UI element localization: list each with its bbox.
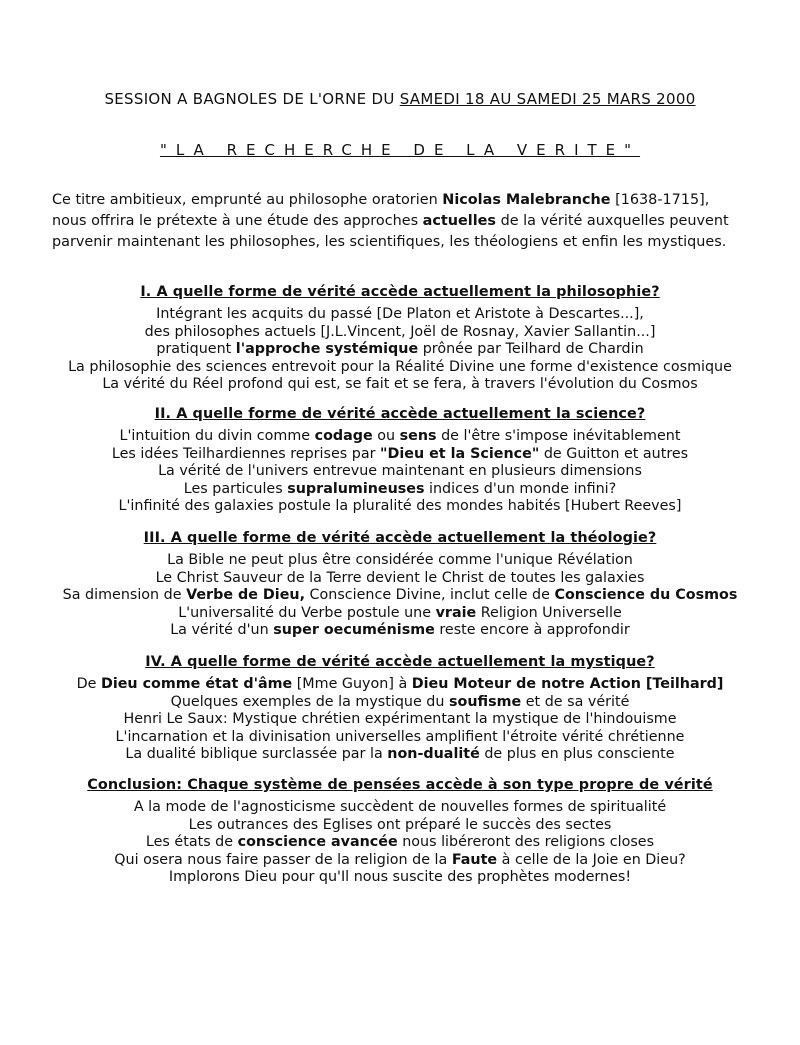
section-title: I. A quelle forme de vérité accède actuellement la philosophie? <box>140 284 660 300</box>
section-mystique <box>0 654 800 764</box>
section-science <box>0 406 800 516</box>
line-text: de Guitton et autres <box>539 445 689 462</box>
line-emphasis: Dieu comme état d'âme <box>100 676 293 692</box>
section-line <box>0 622 800 640</box>
line-text: prônée par Teilhard de Chardin <box>418 341 644 358</box>
line-text: L'intuition du divin comme <box>119 428 315 444</box>
line-text: L'universalité du Verbe postule une <box>178 604 436 621</box>
section-line: L'infinité des galaxies postule la pluralité des mondes habités [Hubert Reeves] <box>118 498 682 515</box>
line-emphasis: codage <box>314 428 373 444</box>
line-emphasis: vraie <box>435 604 477 621</box>
session-prefix: SESSION A BAGNOLES DE L'ORNE DU <box>104 90 400 108</box>
line-text: Les états de <box>145 834 238 851</box>
line-text: indices d'un monde infini? <box>424 480 617 497</box>
line-text: Sa dimension de <box>62 587 187 604</box>
section-line <box>0 481 800 499</box>
line-emphasis: soufisme <box>449 693 522 710</box>
line-emphasis: conscience avancée <box>237 834 398 851</box>
line-text: pratiquent <box>156 341 236 358</box>
document-title-text: "LA RECHERCHE DE LA VERITE" <box>159 141 641 159</box>
section-line: Henri Le Saux: Mystique chrétien expérimentant la mystique de l'hindouisme <box>123 711 677 728</box>
section-line <box>0 446 800 464</box>
line-emphasis: Verbe de Dieu, <box>186 587 305 604</box>
section-title: III. A quelle forme de vérité accède actuellement la théologie? <box>143 530 657 546</box>
line-emphasis: Faute <box>451 851 498 868</box>
section-line: L'incarnation et la divinisation universelles amplifient l'étroite vérité chrétienne <box>115 728 685 745</box>
section-line <box>0 587 800 605</box>
section-line: Implorons Dieu pour qu'Il nous suscite des prophètes modernes! <box>168 869 632 886</box>
line-text: de plus en plus consciente <box>479 746 675 763</box>
line-emphasis: "Dieu et la Science" <box>380 445 540 462</box>
intro-emphasis: actuelles <box>422 213 496 229</box>
section-title: II. A quelle forme de vérité accède actuellement la science? <box>154 406 646 422</box>
line-text: Quelques exemples de la mystique du <box>170 693 449 710</box>
section-conclusion <box>0 777 800 887</box>
section-line <box>0 605 800 623</box>
section-line <box>0 341 800 359</box>
line-text: ou <box>372 428 400 444</box>
line-text: à celle de la Joie en Dieu? <box>497 851 686 868</box>
document-title <box>0 141 800 159</box>
line-emphasis: Conscience du Cosmos <box>554 587 738 604</box>
intro-paragraph <box>52 190 752 253</box>
section-line <box>0 852 800 870</box>
section-line <box>0 746 800 764</box>
line-emphasis: supralumineuses <box>287 480 425 497</box>
session-header <box>0 90 800 108</box>
author-name: Nicolas Malebranche <box>442 192 611 208</box>
line-emphasis: sens <box>399 428 437 444</box>
session-dates: SAMEDI 18 AU SAMEDI 25 MARS 2000 <box>399 90 696 108</box>
section-line: La Bible ne peut plus être considérée comme l'unique Révélation <box>167 552 633 568</box>
line-text: La vérité d'un <box>170 622 274 639</box>
section-line <box>0 428 800 446</box>
line-text: et de sa vérité <box>521 693 630 710</box>
section-line: La philosophie des sciences entrevoit pour la Réalité Divine une forme d'existence cosmique <box>68 358 732 375</box>
line-emphasis: l'approche systémique <box>235 341 419 358</box>
line-text: nous libéreront des religions closes <box>397 834 655 851</box>
intro-line <box>52 190 752 211</box>
line-emphasis: non-dualité <box>387 746 480 763</box>
line-text: Conscience Divine, inclut celle de <box>305 587 555 604</box>
section-line: Intégrant les acquits du passé [De Platon et Aristote à Descartes...], <box>156 306 644 322</box>
section-line: Le Christ Sauveur de la Terre devient le Christ de toutes les galaxies <box>155 569 645 586</box>
section-line: des philosophes actuels [J.L.Vincent, Joël de Rosnay, Xavier Sallantin...] <box>144 323 656 340</box>
intro-text: nous offrira le prétexte à une étude des approches <box>52 213 423 229</box>
section-line: La vérité de l'univers entrevue maintenant en plusieurs dimensions <box>158 463 642 480</box>
section-line <box>0 834 800 852</box>
line-text: [Mme Guyon] à <box>292 676 412 692</box>
line-emphasis: Dieu Moteur de notre Action [Teilhard] <box>411 676 724 692</box>
intro-text: Ce titre ambitieux, emprunté au philosophe oratorien <box>52 192 443 208</box>
intro-text: de la vérité auxquelles peuvent <box>496 213 729 229</box>
line-emphasis: super oecuménisme <box>273 622 435 639</box>
line-text: Qui osera nous faire passer de la religion de la <box>114 851 452 868</box>
line-text: Religion Universelle <box>476 604 622 621</box>
line-text: Les idées Teilhardiennes reprises par <box>111 445 381 462</box>
section-philosophy <box>0 284 800 394</box>
section-line: Les outrances des Eglises ont préparé le succès des sectes <box>188 816 612 833</box>
section-title: Conclusion: Chaque système de pensées accède à son type propre de vérité <box>87 777 713 793</box>
section-line <box>0 694 800 712</box>
section-line: La vérité du Réel profond qui est, se fait et se fera, à travers l'évolution du Cosmos <box>102 376 698 393</box>
section-theology <box>0 530 800 640</box>
section-line: A la mode de l'agnosticisme succèdent de nouvelles formes de spiritualité <box>133 799 667 815</box>
intro-line <box>52 211 752 232</box>
line-text: de l'être s'impose inévitablement <box>436 428 681 444</box>
intro-line: parvenir maintenant les philosophes, les scientifiques, les théologiens et enfin les mystiques. <box>52 234 727 250</box>
line-text: Les particules <box>183 480 288 497</box>
section-title: IV. A quelle forme de vérité accède actuellement la mystique? <box>145 654 655 670</box>
line-text: La dualité biblique surclassée par la <box>125 746 388 763</box>
line-text: reste encore à approfondir <box>434 622 630 639</box>
section-line <box>0 676 800 694</box>
intro-text: [1638-1715], <box>610 192 710 208</box>
line-text: De <box>76 676 101 692</box>
